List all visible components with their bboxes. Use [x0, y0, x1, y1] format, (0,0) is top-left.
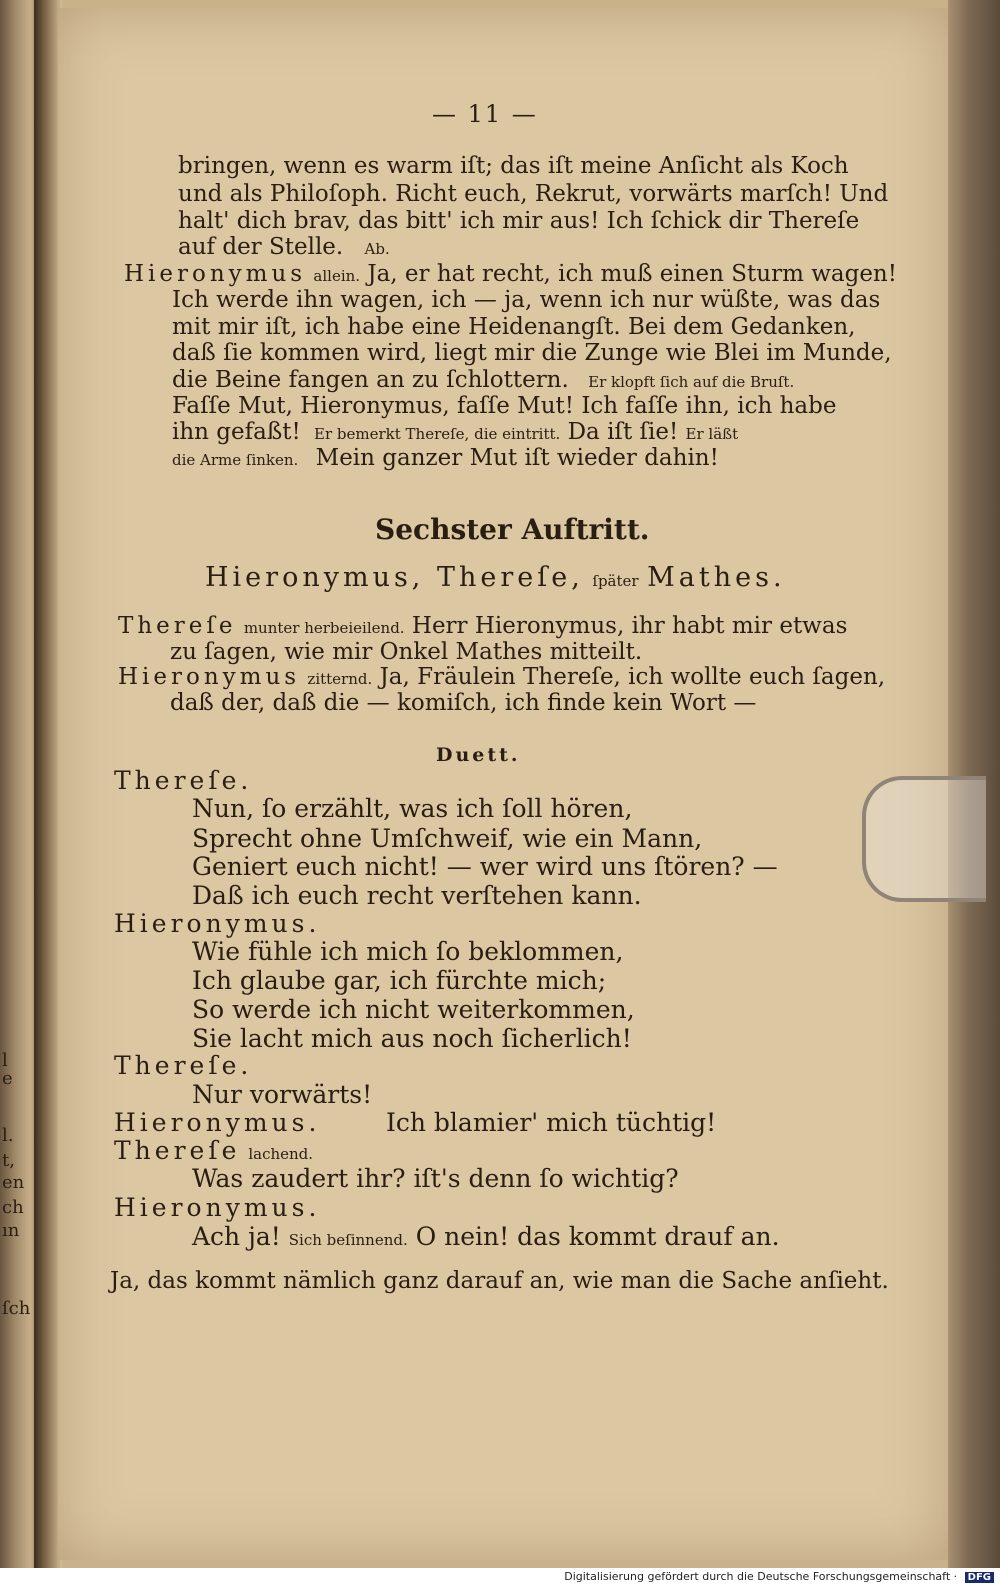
speaker-name: Hieronymus. [114, 909, 321, 938]
stage-direction: Ab. [364, 240, 390, 258]
stage-direction: die Arme ſinken. [172, 451, 299, 469]
verse-line: Sie lacht mich aus noch ſicherlich! [192, 1024, 632, 1053]
digitization-credit [564, 1570, 994, 1583]
speaker-name: Hieronymus [118, 664, 301, 690]
verse-line: Nur vorwärts! [192, 1080, 373, 1109]
verse-text: Ach ja! [192, 1222, 281, 1251]
verse-line: Daß ich euch recht verſtehen kann. [192, 881, 642, 910]
speaker-name: Hieronymus. [114, 1193, 321, 1222]
verse-line: Wie fühle ich mich ſo beklommen, [192, 937, 624, 966]
margin-fragment: e [2, 1068, 13, 1089]
cast-list [205, 562, 786, 593]
stage-direction: allein. [313, 267, 361, 285]
stage-direction: munter herbeieilend. [243, 619, 405, 637]
speaker-name: Thereſe [118, 613, 237, 639]
speech-text: Da iſt ſie! [567, 419, 679, 445]
verse-line: So werde ich nicht weiterkommen, [192, 995, 635, 1024]
verse-line: Sprecht ohne Umſchweif, wie ein Mann, [192, 824, 703, 853]
margin-fragment: l [2, 1050, 8, 1071]
stage-direction: Sich beſinnend. [288, 1231, 408, 1249]
verse-line: Nun, ſo erzählt, was ich ſoll hören, [192, 794, 633, 823]
stage-direction: lachend. [248, 1145, 314, 1163]
closing-line: Ja, das kommt nämlich ganz darauf an, wie man die Sache anſieht. [110, 1268, 889, 1294]
verse-line: Geniert euch nicht! — wer wird uns ſtören? — [192, 852, 778, 881]
speech-text: Mein ganzer Mut iſt wieder dahin! [315, 445, 719, 471]
speech-text: ihn gefaßt! [172, 419, 301, 445]
verse-line: Ich blamier' mich tüchtig! [386, 1108, 717, 1137]
speaker-name: Thereſe. [114, 766, 253, 795]
margin-fragment: ſch [2, 1298, 31, 1319]
speaker-name: Hieronymus [124, 261, 307, 287]
margin-fragment: ın [2, 1220, 20, 1241]
page-number: — 11 — [432, 100, 538, 128]
dfg-logo: DFG [965, 1572, 994, 1583]
speaker-name: Thereſe. [114, 1051, 253, 1080]
verse-line: Ich glaube gar, ich fürchte mich; [192, 966, 607, 995]
text-line: bringen, wenn es warm iſt; das iſt meine Anſicht als Koch [178, 153, 849, 179]
text-line: halt' dich brav, das bitt' ich mir aus! Ich ſchick dir Thereſe [178, 208, 860, 234]
speech-line: daß ſie kommen wird, liegt mir die Zunge wie Blei im Munde, [172, 340, 892, 366]
stage-direction: Er läßt [685, 425, 739, 443]
verse-text: O nein! das kommt drauf an. [415, 1222, 780, 1251]
cast-note: ſpäter [592, 572, 639, 590]
verse-line: Was zaudert ihr? iſt's denn ſo wichtig? [192, 1164, 679, 1193]
speech-text: Herr Hieronymus, ihr habt mir etwas [411, 613, 848, 639]
speech-line: Ich werde ihn wagen, ich — ja, wenn ich nur wüßte, was das [172, 287, 881, 313]
speech-line [172, 444, 719, 475]
transparent-page-clip [862, 776, 986, 902]
credit-text: Digitalisierung gefördert durch die Deutsche Forschungsgemeinschaft · [564, 1570, 958, 1583]
verse-line [192, 1222, 780, 1255]
margin-fragment: t, [2, 1150, 15, 1171]
cast-name: Mathes. [647, 562, 786, 593]
stage-direction: Er klopft ſich auf die Bruſt. [588, 373, 795, 391]
scene-heading: Sechster Auftritt. [375, 513, 650, 546]
margin-fragment: l. [2, 1125, 14, 1146]
speech-line: Faſſe Mut, Hieronymus, faſſe Mut! Ich faſſe ihn, ich habe [172, 393, 837, 419]
speech-text: Ja, er hat recht, ich muß einen Sturm wagen! [367, 261, 897, 287]
margin-fragment: ch [2, 1197, 24, 1218]
cast-names: Hieronymus, Thereſe, [205, 562, 584, 593]
speech-line: daß der, daß die — komiſch, ich finde kein Wort — [170, 690, 757, 716]
speech-line: zu ſagen, wie mir Onkel Mathes mitteilt. [170, 639, 643, 665]
speech-line: mit mir iſt, ich habe eine Heidenangſt. Bei dem Gedanken, [172, 314, 856, 340]
stage-direction: zitternd. [307, 670, 373, 688]
speech-text: Ja, Fräulein Thereſe, ich wollte euch ſagen, [379, 664, 886, 690]
speech-text: die Beine fangen an zu ſchlottern. [172, 367, 569, 393]
stage-direction: Er bemerkt Thereſe, die eintritt. [314, 425, 561, 443]
speaker-name: Thereſe [114, 1136, 241, 1165]
speaker-name: Hieronymus. [114, 1108, 321, 1137]
text-segment: auf der Stelle. [178, 234, 344, 260]
text-line: und als Philoſoph. Richt euch, Rekrut, vorwärts marſch! Und [178, 181, 889, 207]
duett-heading: Duett. [436, 744, 521, 766]
margin-fragment: en [2, 1172, 25, 1193]
